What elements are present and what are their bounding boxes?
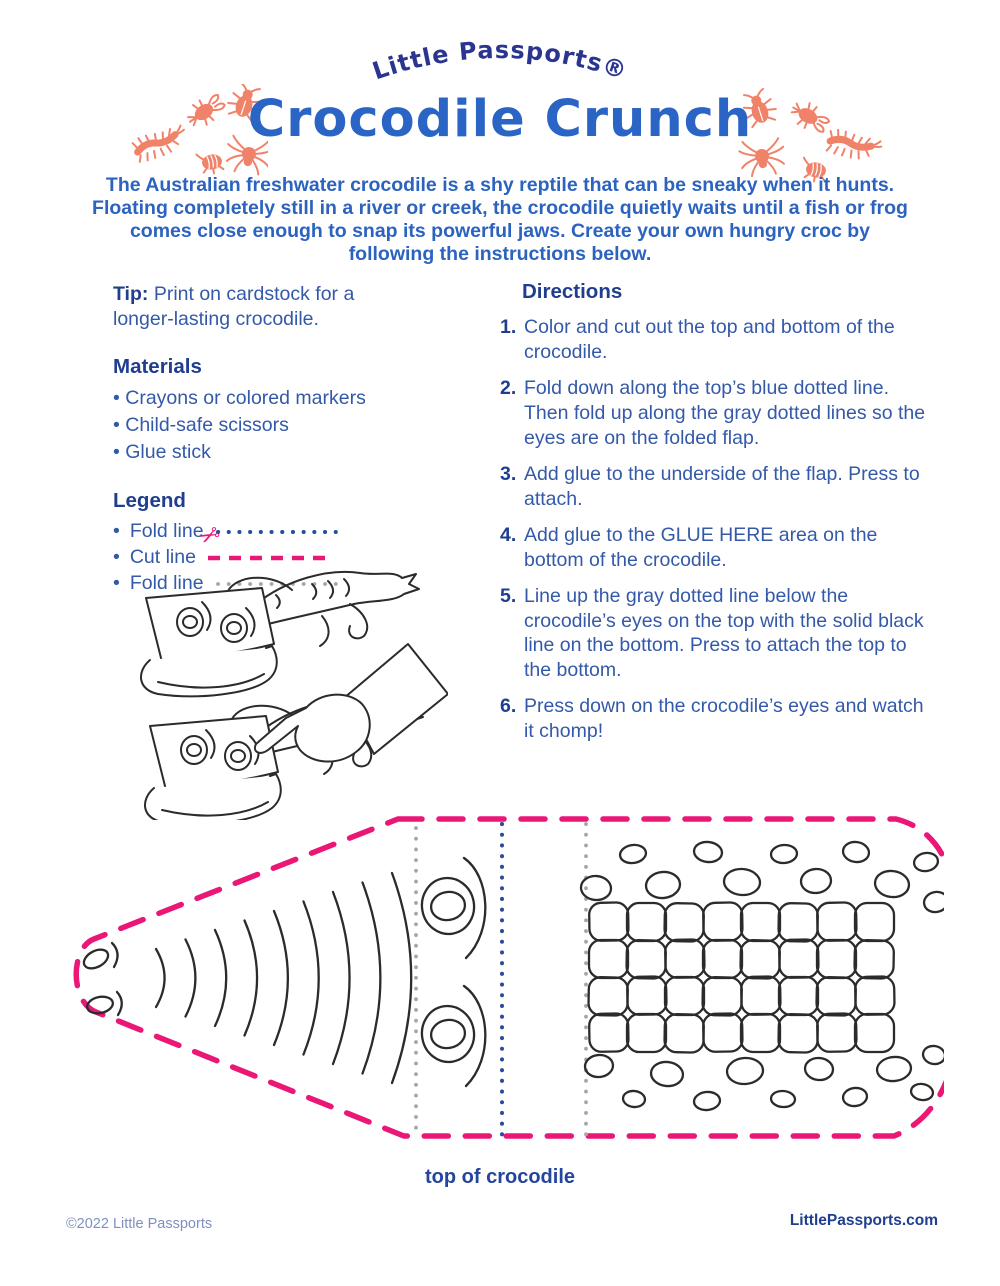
directions-section [500, 280, 928, 744]
tip-label: Tip: [113, 283, 149, 305]
legend-label: • Fold line [129, 572, 204, 595]
direction-step [500, 462, 928, 512]
directions-heading: Directions [522, 280, 623, 303]
step-text: Press down on the crocodile’s eyes and watch it chomp! [524, 695, 924, 743]
assembly-illustrations [106, 540, 448, 820]
tip [113, 282, 403, 333]
materials-heading: Materials [113, 354, 202, 378]
direction-step [500, 694, 928, 744]
step-number: 6. [500, 695, 517, 718]
website-link[interactable]: LittlePassports.com [789, 1212, 938, 1229]
template-caption: top of crocodile [425, 1166, 575, 1188]
step-text: Add glue to the underside of the flap. Press to attach. [524, 462, 920, 510]
intro-paragraph: The Australian freshwater crocodile is a shy reptile that can be sneaky when it hunts. Floating completely still in a river or creek, the crocodile quietly waits until a fish or frog comes close enough to snap its powerful jaws. Create your own hungry croc by following the instructions below. [92, 174, 908, 265]
direction-step [500, 584, 928, 684]
legend-label: • Cut line [129, 546, 196, 569]
blue-dotted-line-sample [214, 527, 346, 537]
scissors-icon: ✂ [194, 519, 226, 554]
step-number: 1. [500, 316, 517, 338]
materials-list [113, 385, 465, 467]
step-number: 4. [500, 523, 517, 546]
step-number: 5. [500, 584, 517, 607]
page-title: Crocodile Crunch [247, 90, 753, 149]
legend-heading: Legend [113, 488, 186, 512]
step-text: Add glue to the GLUE HERE area on the bottom of the crocodile. [524, 523, 878, 571]
step-text: Line up the gray dotted line below the crocodile’s eyes on the top with the solid black line on the bottom. Press to attach the top to the bottom. [524, 584, 924, 682]
tip-text: Print on cardstock for a longer-lasting crocodile. [113, 283, 355, 331]
back-scales-grid [588, 902, 894, 1052]
croc-nostril [86, 992, 122, 1016]
direction-step [500, 376, 928, 451]
croc-top-template [56, 806, 944, 1158]
step-number: 3. [500, 462, 517, 485]
svg-text:Little Passports® [369, 36, 631, 86]
copyright-text: ©2022 Little Passports [66, 1216, 213, 1232]
step-text: Color and cut out the top and bottom of the crocodile. [524, 316, 895, 363]
legend-label: • Fold line [129, 520, 204, 543]
little-passports-logo [360, 32, 640, 94]
material-item: • Glue stick [113, 439, 465, 466]
template-eye [418, 986, 486, 1086]
step-number: 2. [500, 376, 517, 399]
direction-step [500, 315, 928, 365]
template-eye [418, 858, 486, 958]
step-text: Fold down along the top’s blue dotted line. Then fold up along the gray dotted lines so the eyes are on the folded flap. [524, 376, 926, 449]
direction-step [500, 523, 928, 573]
material-item: • Crayons or colored markers [113, 385, 465, 412]
cut-line-outline [76, 819, 944, 1136]
directions-steps [500, 315, 928, 744]
pillbug-icon [196, 150, 223, 175]
logo-text: Little Passports® [368, 35, 631, 86]
material-item: • Child-safe scissors [113, 412, 465, 439]
